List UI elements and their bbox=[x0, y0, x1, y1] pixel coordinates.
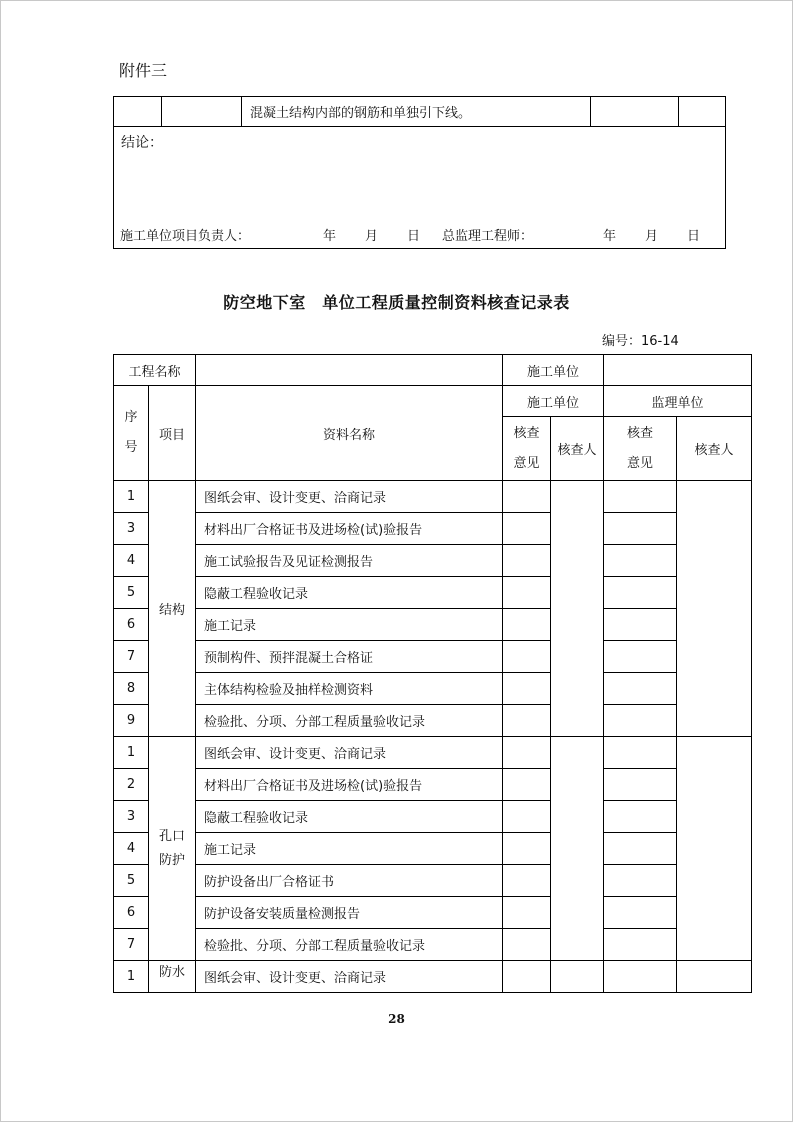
construction-opinion-cell[interactable] bbox=[503, 609, 551, 641]
supervision-opinion-cell[interactable] bbox=[604, 865, 677, 897]
supervision-unit-header: 监理单位 bbox=[604, 386, 752, 417]
supervisor-day: 日 bbox=[687, 229, 701, 244]
fragment-cell-item bbox=[162, 97, 242, 127]
construction-opinion-cell[interactable] bbox=[503, 769, 551, 801]
row-document-name: 图纸会审、设计变更、洽商记录 bbox=[196, 961, 503, 993]
supervision-opinion-cell[interactable] bbox=[604, 801, 677, 833]
row-document-name: 图纸会审、设计变更、洽商记录 bbox=[196, 481, 503, 513]
supervision-opinion-cell[interactable] bbox=[604, 673, 677, 705]
page-title: 防空地下室 单位工程质量控制资料核查记录表 bbox=[223, 293, 570, 312]
fragment-text: 混凝土结构内部的钢筋和单独引下线。 bbox=[242, 97, 591, 127]
row-document-name: 施工记录 bbox=[196, 833, 503, 865]
supervision-opinion-cell[interactable] bbox=[604, 705, 677, 737]
table-row bbox=[114, 577, 752, 609]
row-document-name: 检验批、分项、分部工程质量验收记录 bbox=[196, 705, 503, 737]
supervision-opinion-cell[interactable] bbox=[604, 769, 677, 801]
quality-control-checklist-table bbox=[113, 354, 752, 993]
row-seq: 3 bbox=[114, 513, 149, 545]
table-row bbox=[114, 705, 752, 737]
supervision-opinion-cell[interactable] bbox=[604, 897, 677, 929]
row-seq: 7 bbox=[114, 929, 149, 961]
construction-unit-header: 施工单位 bbox=[503, 386, 604, 417]
fragment-cell-checker bbox=[679, 97, 726, 127]
table-row bbox=[114, 801, 752, 833]
supervision-opinion-cell[interactable] bbox=[604, 641, 677, 673]
construction-opinion-cell[interactable] bbox=[503, 801, 551, 833]
table-row bbox=[114, 961, 752, 993]
row-seq: 8 bbox=[114, 673, 149, 705]
row-seq: 1 bbox=[114, 737, 149, 769]
row-seq: 6 bbox=[114, 609, 149, 641]
construction-checker-cell[interactable] bbox=[551, 481, 604, 737]
row-seq: 2 bbox=[114, 769, 149, 801]
construction-opinion-header: 核查 意见 bbox=[503, 417, 551, 481]
contractor-day: 日 bbox=[407, 229, 421, 244]
project-name-label: 工程名称 bbox=[114, 355, 196, 386]
row-seq: 7 bbox=[114, 641, 149, 673]
contractor-value[interactable] bbox=[604, 355, 752, 386]
conclusion-label: 结论： bbox=[121, 135, 163, 151]
row-seq: 6 bbox=[114, 897, 149, 929]
doc-name-header: 资料名称 bbox=[196, 386, 503, 481]
supervision-checker-header: 核查人 bbox=[677, 417, 752, 481]
row-document-name: 施工记录 bbox=[196, 609, 503, 641]
project-name-value[interactable] bbox=[196, 355, 503, 386]
contractor-year: 年 bbox=[323, 229, 337, 244]
section-name: 孔口 防护 bbox=[149, 737, 196, 961]
supervision-opinion-header: 核查 意见 bbox=[604, 417, 677, 481]
row-document-name: 主体结构检验及抽样检测资料 bbox=[196, 673, 503, 705]
table-row bbox=[114, 737, 752, 769]
row-document-name: 隐蔽工程验收记录 bbox=[196, 801, 503, 833]
contractor-signature-label: 施工单位项目负责人： bbox=[120, 229, 251, 244]
table-row bbox=[114, 641, 752, 673]
supervision-opinion-cell[interactable] bbox=[604, 737, 677, 769]
item-header: 项目 bbox=[149, 386, 196, 481]
supervision-checker-cell[interactable] bbox=[677, 961, 752, 993]
supervision-opinion-cell[interactable] bbox=[604, 961, 677, 993]
supervision-opinion-cell[interactable] bbox=[604, 545, 677, 577]
construction-opinion-cell[interactable] bbox=[503, 481, 551, 513]
row-seq: 4 bbox=[114, 833, 149, 865]
construction-opinion-cell[interactable] bbox=[503, 577, 551, 609]
supervision-opinion-cell[interactable] bbox=[604, 833, 677, 865]
row-seq: 5 bbox=[114, 577, 149, 609]
row-document-name: 预制构件、预拌混凝土合格证 bbox=[196, 641, 503, 673]
row-seq: 5 bbox=[114, 865, 149, 897]
supervision-opinion-cell[interactable] bbox=[604, 577, 677, 609]
annex-label: 附件三 bbox=[119, 61, 168, 80]
supervisor-month: 月 bbox=[645, 229, 659, 244]
construction-opinion-cell[interactable] bbox=[503, 545, 551, 577]
supervision-opinion-cell[interactable] bbox=[604, 513, 677, 545]
row-document-name: 检验批、分项、分部工程质量验收记录 bbox=[196, 929, 503, 961]
page-number: 28 bbox=[388, 1012, 405, 1026]
row-document-name: 材料出厂合格证书及进场检(试)验报告 bbox=[196, 513, 503, 545]
construction-opinion-cell[interactable] bbox=[503, 705, 551, 737]
table-row bbox=[114, 673, 752, 705]
supervision-opinion-cell[interactable] bbox=[604, 609, 677, 641]
table-row bbox=[114, 545, 752, 577]
row-document-name: 施工试验报告及见证检测报告 bbox=[196, 545, 503, 577]
fragment-cell-seq bbox=[114, 97, 162, 127]
row-document-name: 防护设备出厂合格证书 bbox=[196, 865, 503, 897]
construction-checker-cell[interactable] bbox=[551, 961, 604, 993]
contractor-month: 月 bbox=[365, 229, 379, 244]
row-seq: 3 bbox=[114, 801, 149, 833]
construction-opinion-cell[interactable] bbox=[503, 641, 551, 673]
row-document-name: 防护设备安装质量检测报告 bbox=[196, 897, 503, 929]
contractor-label: 施工单位 bbox=[503, 355, 604, 386]
table-row bbox=[114, 865, 752, 897]
construction-checker-header: 核查人 bbox=[551, 417, 604, 481]
table-row bbox=[114, 833, 752, 865]
construction-opinion-cell[interactable] bbox=[503, 833, 551, 865]
construction-opinion-cell[interactable] bbox=[503, 897, 551, 929]
supervisor-signature-label: 总监理工程师： bbox=[442, 229, 534, 244]
construction-opinion-cell[interactable] bbox=[503, 929, 551, 961]
construction-checker-cell[interactable] bbox=[551, 737, 604, 961]
row-seq: 1 bbox=[114, 481, 149, 513]
supervisor-year: 年 bbox=[603, 229, 617, 244]
table-row bbox=[114, 481, 752, 513]
row-document-name: 材料出厂合格证书及进场检(试)验报告 bbox=[196, 769, 503, 801]
section-name: 结构 bbox=[149, 481, 196, 737]
section-name: 防水 bbox=[149, 961, 196, 993]
table-row bbox=[114, 897, 752, 929]
row-document-name: 图纸会审、设计变更、洽商记录 bbox=[196, 737, 503, 769]
row-seq: 4 bbox=[114, 545, 149, 577]
row-seq: 9 bbox=[114, 705, 149, 737]
construction-opinion-cell[interactable] bbox=[503, 865, 551, 897]
fragment-cell-opinion bbox=[591, 97, 679, 127]
supervision-checker-cell[interactable] bbox=[677, 737, 752, 961]
row-document-name: 隐蔽工程验收记录 bbox=[196, 577, 503, 609]
supervision-opinion-cell[interactable] bbox=[604, 481, 677, 513]
construction-opinion-cell[interactable] bbox=[503, 673, 551, 705]
construction-opinion-cell[interactable] bbox=[503, 737, 551, 769]
supervision-checker-cell[interactable] bbox=[677, 481, 752, 737]
table-row bbox=[114, 769, 752, 801]
table-row bbox=[114, 513, 752, 545]
table-row bbox=[114, 609, 752, 641]
table-row bbox=[114, 929, 752, 961]
row-seq: 1 bbox=[114, 961, 149, 993]
supervision-opinion-cell[interactable] bbox=[604, 929, 677, 961]
construction-opinion-cell[interactable] bbox=[503, 513, 551, 545]
seq-header: 序 号 bbox=[114, 386, 149, 481]
construction-opinion-cell[interactable] bbox=[503, 961, 551, 993]
document-number: 编号：16-14 bbox=[602, 334, 679, 349]
